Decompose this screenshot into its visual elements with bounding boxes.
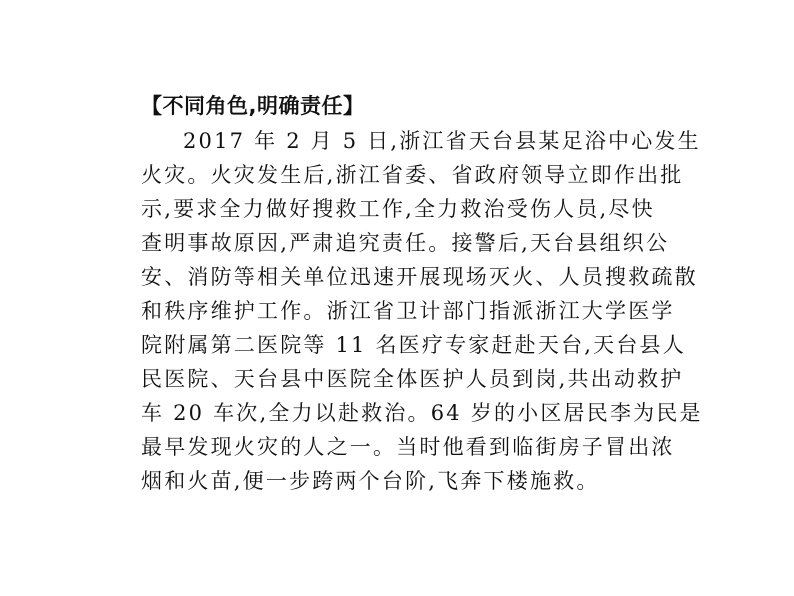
paragraph-line: 烟和火苗,便一步跨两个台阶,飞奔下楼施救。 [141,469,600,493]
paragraph-line: 车 20 车次,全力以赴救治。64 岁的小区居民李为民是 [141,401,703,425]
paragraph-line: 火灾。火灾发生后,浙江省委、省政府领导立即作出批 [141,163,684,187]
paragraph-line: 2017 年 2 月 5 日,浙江省天台县某足浴中心发生 [183,129,701,153]
paragraph-line: 示,要求全力做好搜救工作,全力救治受伤人员,尽快 [141,197,655,221]
body-paragraph [141,124,703,498]
paragraph-line: 院附属第二医院等 11 名医疗专家赶赴天台,天台县人 [141,333,686,357]
paragraph-line: 最早发现火灾的人之一。当时他看到临街房子冒出浓 [141,435,675,459]
paragraph-line: 和秩序维护工作。浙江省卫计部门指派浙江大学医学 [141,299,675,323]
paragraph-line: 安、消防等相关单位迅速开展现场灭火、人员搜救疏散 [141,265,698,289]
paragraph-line: 查明事故原因,严肃追究责任。接警后,天台县组织公 [141,231,670,255]
section-heading: 【不同角色,明确责任】 [141,94,365,118]
paragraph-line: 民医院、天台县中医院全体医护人员到岗,共出动救护 [141,367,684,391]
